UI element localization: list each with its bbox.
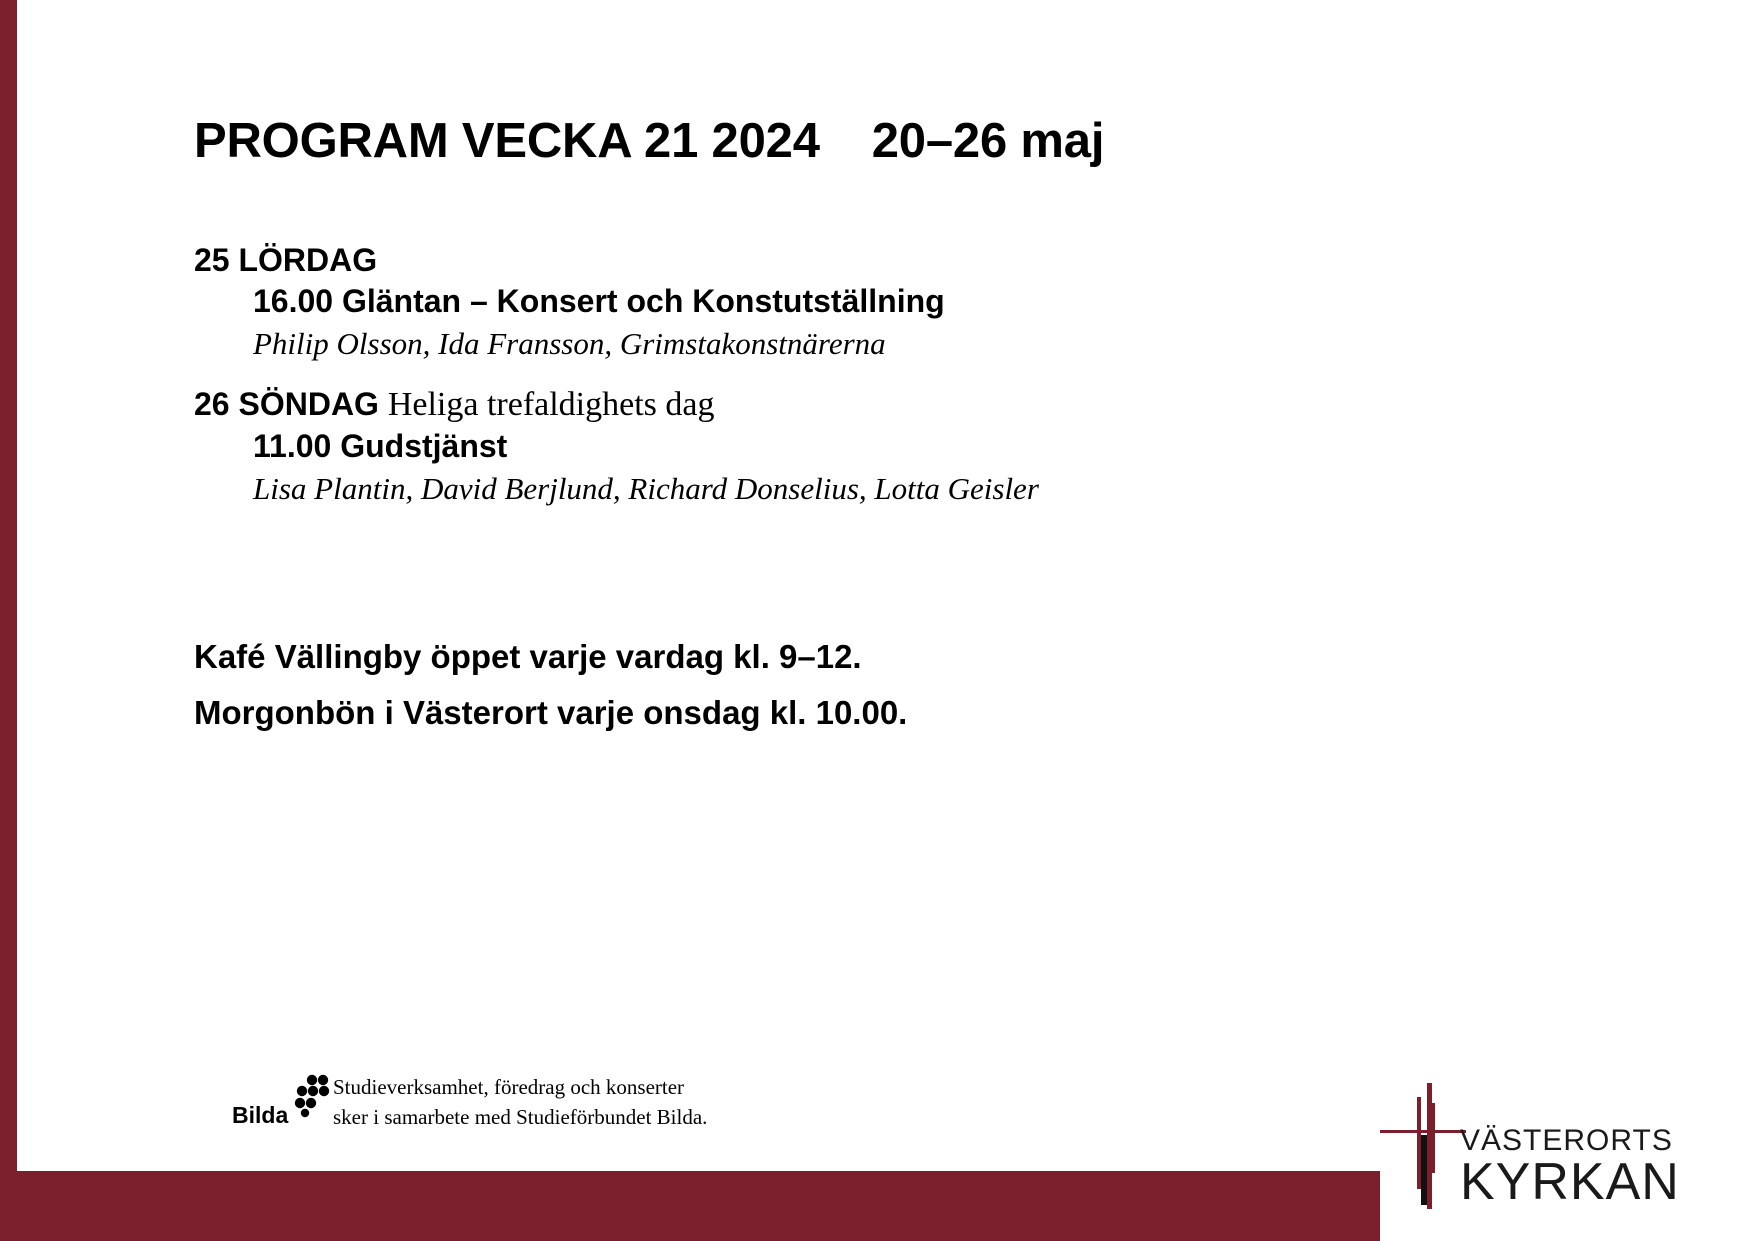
day-heading-text: 25 LÖRDAG [194, 242, 378, 278]
cross-icon [1378, 1073, 1468, 1213]
page-title [194, 108, 1104, 174]
left-accent-bar [0, 0, 17, 1241]
bilda-collaboration-text [333, 1072, 707, 1132]
day-heading-text: 26 SÖNDAG [194, 386, 379, 422]
day-subtitle-sunday: Heliga trefaldighets dag [387, 386, 715, 423]
event-title-saturday: 16.00 Gläntan – Konsert och Konstutställning [253, 283, 945, 319]
bilda-text-line1: Studieverksamhet, föredrag och konserter [333, 1075, 685, 1099]
bilda-text-line2: sker i samarbete med Studieförbundet Bilda. [333, 1105, 708, 1129]
info-morning-prayer: Morgonbön i Västerort varje onsdag kl. 10.00. [194, 694, 908, 731]
bilda-logo-word: Bilda [232, 1102, 289, 1128]
title-dates: 20–26 maj [871, 114, 1105, 168]
day-heading-saturday [194, 240, 377, 280]
event-title-sunday: 11.00 Gudstjänst [253, 428, 508, 464]
event-people-sunday: Lisa Plantin, David Berjlund, Richard Donselius, Lotta Geisler [253, 471, 1039, 506]
day-heading-sunday [194, 384, 714, 425]
title-week: PROGRAM VECKA 21 2024 [194, 114, 820, 168]
bilda-dots-icon [292, 1074, 332, 1118]
event-people-saturday: Philip Olsson, Ida Fransson, Grimstakonstnärerna [253, 326, 886, 361]
church-name-top: VÄSTERORTS [1460, 1124, 1673, 1157]
bilda-logo [232, 1074, 332, 1130]
vasterorts-kyrkan-logo [1378, 1073, 1698, 1213]
info-cafe: Kafé Vällingby öppet varje vardag kl. 9–12. [194, 638, 862, 675]
bottom-accent-bar [0, 1171, 1380, 1241]
church-name-main: KYRKAN [1460, 1153, 1680, 1211]
